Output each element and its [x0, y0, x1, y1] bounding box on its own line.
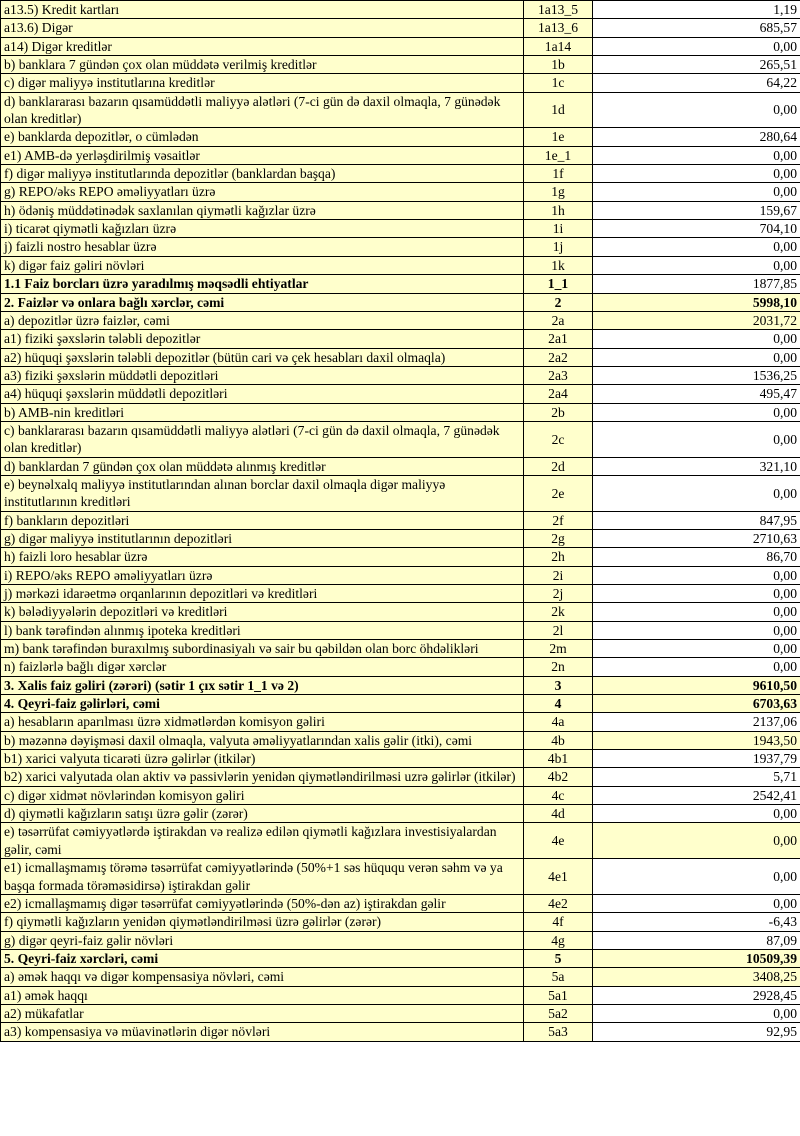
- table-row: [1, 403, 800, 421]
- row-code: 4a: [524, 713, 593, 731]
- row-code: 4f: [524, 913, 593, 931]
- row-value: 86,70: [593, 548, 800, 566]
- row-label: d) banklardan 7 gündən çox olan müddətə alınmış kreditlər: [1, 457, 524, 475]
- row-value: 5,71: [593, 768, 800, 786]
- row-value: 159,67: [593, 201, 800, 219]
- table-row: [1, 968, 800, 986]
- table-row: [1, 768, 800, 786]
- row-value: -6,43: [593, 913, 800, 931]
- row-code: 2c: [524, 421, 593, 457]
- table-row: [1, 603, 800, 621]
- table-row: [1, 238, 800, 256]
- row-value: 685,57: [593, 19, 800, 37]
- row-label: h) faizli loro hesablar üzrə: [1, 548, 524, 566]
- table-row: [1, 19, 800, 37]
- row-code: 5: [524, 949, 593, 967]
- row-label: c) banklararası bazarın qısamüddətli maliyyə alətləri (7-ci gün də daxil olmaqla, 7 günədək olan kreditlər): [1, 421, 524, 457]
- row-code: 2a1: [524, 330, 593, 348]
- row-code: 2b: [524, 403, 593, 421]
- table-row: [1, 931, 800, 949]
- row-code: 1e_1: [524, 146, 593, 164]
- row-code: 1b: [524, 56, 593, 74]
- row-code: 1h: [524, 201, 593, 219]
- row-code: 2m: [524, 640, 593, 658]
- row-value: 0,00: [593, 183, 800, 201]
- row-code: 4g: [524, 931, 593, 949]
- row-code: 2a: [524, 311, 593, 329]
- row-value: 1937,79: [593, 750, 800, 768]
- row-value: 0,00: [593, 658, 800, 676]
- row-label: k) bələdiyyələrin depozitləri və kreditləri: [1, 603, 524, 621]
- row-label: 5. Qeyri-faiz xərcləri, cəmi: [1, 949, 524, 967]
- row-label: i) ticarət qiymətli kağızları üzrə: [1, 220, 524, 238]
- row-code: 4c: [524, 786, 593, 804]
- table-row: [1, 750, 800, 768]
- row-code: 2d: [524, 457, 593, 475]
- row-value: 0,00: [593, 1004, 800, 1022]
- row-label: l) bank tərəfindən alınmış ipoteka kreditləri: [1, 621, 524, 639]
- table-row: [1, 92, 800, 128]
- row-value: 5998,10: [593, 293, 800, 311]
- table-row: [1, 220, 800, 238]
- table-row: [1, 859, 800, 895]
- row-label: e) təsərrüfat cəmiyyətlərdə iştirakdan və realizə edilən qiymətli kağızlara investisiyalardan gəlir, cəmi: [1, 823, 524, 859]
- row-value: 0,00: [593, 165, 800, 183]
- row-value: 0,00: [593, 859, 800, 895]
- row-value: 321,10: [593, 457, 800, 475]
- row-value: 0,00: [593, 92, 800, 128]
- row-code: 2n: [524, 658, 593, 676]
- row-label: a4) hüquqi şəxslərin müddətli depozitləri: [1, 385, 524, 403]
- row-label: e1) AMB-də yerləşdirilmiş vəsaitlər: [1, 146, 524, 164]
- table-row: [1, 640, 800, 658]
- table-row: [1, 165, 800, 183]
- row-label: a2) hüquqi şəxslərin tələbli depozitlər (bütün cari və çek hesabları daxil olmaqla): [1, 348, 524, 366]
- table-row: [1, 275, 800, 293]
- row-label: a13.5) Kredit kartları: [1, 1, 524, 19]
- row-code: 2a4: [524, 385, 593, 403]
- table-row: [1, 658, 800, 676]
- row-value: 265,51: [593, 56, 800, 74]
- row-label: i) REPO/əks REPO əməliyyatları üzrə: [1, 566, 524, 584]
- row-label: a) hesabların aparılması üzrə xidmətlərdən komisyon gəliri: [1, 713, 524, 731]
- row-value: 87,09: [593, 931, 800, 949]
- row-code: 1f: [524, 165, 593, 183]
- table-row: [1, 366, 800, 384]
- row-code: 2a2: [524, 348, 593, 366]
- table-row: [1, 128, 800, 146]
- row-code: 1d: [524, 92, 593, 128]
- row-code: 1k: [524, 256, 593, 274]
- row-value: 0,00: [593, 348, 800, 366]
- table-row: [1, 511, 800, 529]
- row-label: a14) Digər kreditlər: [1, 37, 524, 55]
- row-label: f) qiymətli kağızların yenidən qiymətləndirilməsi üzrə gəlirlər (zərər): [1, 913, 524, 931]
- row-value: 0,00: [593, 894, 800, 912]
- row-code: 3: [524, 676, 593, 694]
- row-value: 0,00: [593, 146, 800, 164]
- row-value: 3408,25: [593, 968, 800, 986]
- row-value: 0,00: [593, 823, 800, 859]
- row-value: 0,00: [593, 330, 800, 348]
- row-value: 2542,41: [593, 786, 800, 804]
- row-label: e) banklarda depozitlər, o cümlədən: [1, 128, 524, 146]
- row-value: 495,47: [593, 385, 800, 403]
- row-label: a3) fiziki şəxslərin müddətli depozitləri: [1, 366, 524, 384]
- row-label: c) digər xidmət növlərindən komisyon gəliri: [1, 786, 524, 804]
- row-value: 0,00: [593, 421, 800, 457]
- table-row: [1, 1004, 800, 1022]
- row-label: m) bank tərəfindən buraxılmış subordinasiyalı və sair bu qəbildən olan borc öhdəlikləri: [1, 640, 524, 658]
- row-code: 4b2: [524, 768, 593, 786]
- row-label: b) məzənnə dəyişməsi daxil olmaqla, valyuta əməliyyatlarından xalis gəlir (itki), cəmi: [1, 731, 524, 749]
- row-value: 0,00: [593, 640, 800, 658]
- row-label: a13.6) Digər: [1, 19, 524, 37]
- row-label: 2. Faizlər və onlara bağlı xərclər, cəmi: [1, 293, 524, 311]
- row-label: j) faizli nostro hesablar üzrə: [1, 238, 524, 256]
- row-value: 0,00: [593, 805, 800, 823]
- row-code: 5a: [524, 968, 593, 986]
- row-code: 2a3: [524, 366, 593, 384]
- row-code: 5a1: [524, 986, 593, 1004]
- row-code: 2h: [524, 548, 593, 566]
- row-code: 1_1: [524, 275, 593, 293]
- table-row: [1, 949, 800, 967]
- row-label: b1) xarici valyuta ticarəti üzrə gəlirlər (itkilər): [1, 750, 524, 768]
- row-label: n) faizlərlə bağlı digər xərclər: [1, 658, 524, 676]
- table-row: [1, 74, 800, 92]
- row-label: 1.1 Faiz borcları üzrə yaradılmış məqsədli ehtiyatlar: [1, 275, 524, 293]
- row-value: 0,00: [593, 37, 800, 55]
- row-code: 2i: [524, 566, 593, 584]
- row-label: b) AMB-nin kreditləri: [1, 403, 524, 421]
- row-label: a3) kompensasiya və müavinətlərin digər növləri: [1, 1023, 524, 1041]
- table-row: [1, 293, 800, 311]
- row-value: 0,00: [593, 403, 800, 421]
- row-code: 1a13_5: [524, 1, 593, 19]
- table-row: [1, 913, 800, 931]
- row-code: 1a13_6: [524, 19, 593, 37]
- table-row: [1, 548, 800, 566]
- row-code: 2g: [524, 529, 593, 547]
- table-row: [1, 37, 800, 55]
- row-label: g) digər qeyri-faiz gəlir növləri: [1, 931, 524, 949]
- table-row: [1, 676, 800, 694]
- row-value: 1,19: [593, 1, 800, 19]
- row-value: 10509,39: [593, 949, 800, 967]
- table-row: [1, 183, 800, 201]
- row-value: 2710,63: [593, 529, 800, 547]
- table-row: [1, 713, 800, 731]
- table-row: [1, 529, 800, 547]
- row-code: 1j: [524, 238, 593, 256]
- row-code: 5a3: [524, 1023, 593, 1041]
- row-value: 1877,85: [593, 275, 800, 293]
- row-code: 4e1: [524, 859, 593, 895]
- row-label: a1) əmək haqqı: [1, 986, 524, 1004]
- row-label: j) mərkəzi idarəetmə orqanlarının depozitləri və kreditləri: [1, 585, 524, 603]
- row-label: h) ödəniş müddətinədək saxlanılan qiymətli kağızlar üzrə: [1, 201, 524, 219]
- row-label: e1) icmallaşmamış törəmə təsərrüfat cəmiyyətlərində (50%+1 səs hüququ verən səhm və ya başqa formada törəməsidirsə) iştirakdan gəlir: [1, 859, 524, 895]
- row-value: 0,00: [593, 475, 800, 511]
- table-row: [1, 986, 800, 1004]
- row-label: g) REPO/əks REPO əməliyyatları üzrə: [1, 183, 524, 201]
- table-row: [1, 621, 800, 639]
- table-row: [1, 385, 800, 403]
- table-row: [1, 1, 800, 19]
- table-row: [1, 256, 800, 274]
- row-code: 4b1: [524, 750, 593, 768]
- row-code: 1g: [524, 183, 593, 201]
- row-code: 1i: [524, 220, 593, 238]
- table-row: [1, 805, 800, 823]
- row-label: g) digər maliyyə institutlarının depozitləri: [1, 529, 524, 547]
- row-value: 0,00: [593, 585, 800, 603]
- row-value: 0,00: [593, 256, 800, 274]
- row-code: 1c: [524, 74, 593, 92]
- row-code: 2e: [524, 475, 593, 511]
- row-code: 4e2: [524, 894, 593, 912]
- row-label: 3. Xalis faiz gəliri (zərəri) (sətir 1 çıx sətir 1_1 və 2): [1, 676, 524, 694]
- table-row: [1, 348, 800, 366]
- table-row: [1, 731, 800, 749]
- row-label: a1) fiziki şəxslərin tələbli depozitlər: [1, 330, 524, 348]
- table-row: [1, 823, 800, 859]
- row-label: k) digər faiz gəliri növləri: [1, 256, 524, 274]
- row-label: c) digər maliyyə institutlarına kreditlər: [1, 74, 524, 92]
- row-code: 2j: [524, 585, 593, 603]
- row-value: 0,00: [593, 621, 800, 639]
- row-value: 2137,06: [593, 713, 800, 731]
- table-row: [1, 894, 800, 912]
- row-value: 0,00: [593, 603, 800, 621]
- table-row: [1, 311, 800, 329]
- table-row: [1, 475, 800, 511]
- row-value: 704,10: [593, 220, 800, 238]
- table-row: [1, 1023, 800, 1041]
- row-label: d) qiymətli kağızların satışı üzrə gəlir (zərər): [1, 805, 524, 823]
- row-label: a) depozitlər üzrə faizlər, cəmi: [1, 311, 524, 329]
- row-code: 2f: [524, 511, 593, 529]
- row-label: d) banklararası bazarın qısamüddətli maliyyə alətləri (7-ci gün də daxil olmaqla, 7 günədək olan kreditlər): [1, 92, 524, 128]
- row-value: 64,22: [593, 74, 800, 92]
- table-row: [1, 457, 800, 475]
- table-row: [1, 566, 800, 584]
- table-row: [1, 786, 800, 804]
- row-label: b2) xarici valyutada olan aktiv və passivlərin yenidən qiymətləndirilməsi uzrə gəlirlər (itkilər): [1, 768, 524, 786]
- row-value: 0,00: [593, 238, 800, 256]
- table-row: [1, 146, 800, 164]
- row-code: 2k: [524, 603, 593, 621]
- row-code: 1e: [524, 128, 593, 146]
- row-value: 847,95: [593, 511, 800, 529]
- row-label: e2) icmallaşmamış digər təsərrüfat cəmiyyətlərində (50%-dən az) iştirakdan gəlir: [1, 894, 524, 912]
- table-row: [1, 421, 800, 457]
- row-value: 92,95: [593, 1023, 800, 1041]
- row-value: 9610,50: [593, 676, 800, 694]
- row-code: 4d: [524, 805, 593, 823]
- table-row: [1, 585, 800, 603]
- table-row: [1, 695, 800, 713]
- row-value: 1536,25: [593, 366, 800, 384]
- table-row: [1, 201, 800, 219]
- row-value: 2031,72: [593, 311, 800, 329]
- row-label: a2) mükafatlar: [1, 1004, 524, 1022]
- table-body: [1, 1, 800, 1042]
- row-code: 5a2: [524, 1004, 593, 1022]
- row-code: 4: [524, 695, 593, 713]
- row-label: f) digər maliyyə institutlarında depozitlər (banklardan başqa): [1, 165, 524, 183]
- row-code: 2l: [524, 621, 593, 639]
- row-code: 4e: [524, 823, 593, 859]
- row-value: 1943,50: [593, 731, 800, 749]
- row-value: 2928,45: [593, 986, 800, 1004]
- row-code: 4b: [524, 731, 593, 749]
- table-row: [1, 330, 800, 348]
- row-value: 280,64: [593, 128, 800, 146]
- row-label: b) banklara 7 gündən çox olan müddətə verilmiş kreditlər: [1, 56, 524, 74]
- row-value: 6703,63: [593, 695, 800, 713]
- row-value: 0,00: [593, 566, 800, 584]
- row-label: a) əmək haqqı və digər kompensasiya növləri, cəmi: [1, 968, 524, 986]
- row-label: e) beynəlxalq maliyyə institutlarından alınan borclar daxil olmaqla digər maliyyə institutlarının kreditləri: [1, 475, 524, 511]
- row-label: f) bankların depozitləri: [1, 511, 524, 529]
- row-code: 1a14: [524, 37, 593, 55]
- row-code: 2: [524, 293, 593, 311]
- row-label: 4. Qeyri-faiz gəlirləri, cəmi: [1, 695, 524, 713]
- table-row: [1, 56, 800, 74]
